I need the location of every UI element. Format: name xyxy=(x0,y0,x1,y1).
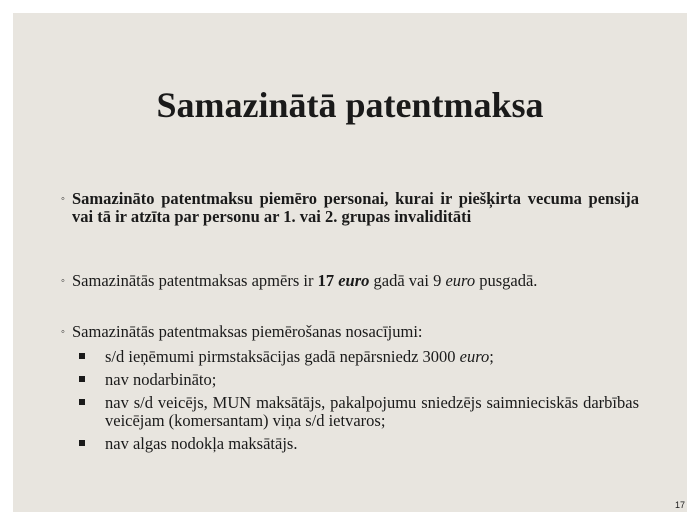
bullet-text xyxy=(61,272,639,290)
circle-bullet-icon: ◦ xyxy=(61,193,65,205)
amount-prefix: Samazinātās patentmaksas apmērs ir xyxy=(72,271,318,290)
amount-currency: euro xyxy=(338,271,370,290)
amount-suffix: pusgadā. xyxy=(475,271,538,290)
square-bullet-icon xyxy=(79,440,85,446)
condition-suffix: ; xyxy=(489,347,494,366)
circle-bullet-icon: ◦ xyxy=(61,275,65,287)
list-item xyxy=(79,348,639,366)
bullet-eligibility xyxy=(61,190,639,226)
circle-bullet-icon: ◦ xyxy=(61,326,65,338)
condition-text: nav algas nodokļa maksātājs. xyxy=(105,434,298,453)
bullet-text: Samazinātās patentmaksas piemērošanas nosacījumi: xyxy=(72,322,423,341)
slide xyxy=(13,13,687,512)
square-bullet-icon xyxy=(79,376,85,382)
bullet-text: Samazināto patentmaksu piemēro personai, kurai ir piešķirta vecuma pensija vai tā ir atzīta par personu ar 1. vai 2. grupas invaliditāti xyxy=(72,189,639,226)
square-bullet-icon xyxy=(79,399,85,405)
slide-title: Samazinātā patentmaksa xyxy=(156,85,544,125)
list-item xyxy=(79,394,639,430)
condition-currency: euro xyxy=(459,347,490,366)
square-bullet-icon xyxy=(79,353,85,359)
condition-text: nav nodarbināto; xyxy=(105,370,217,389)
amount-currency-half: euro xyxy=(445,271,476,290)
conditions-list xyxy=(79,348,639,458)
amount-middle: gadā vai 9 xyxy=(369,271,446,290)
list-item xyxy=(79,435,639,453)
page-number: 17 xyxy=(674,500,685,510)
amount-value: 17 xyxy=(317,271,335,290)
list-item xyxy=(79,371,639,389)
condition-prefix: s/d ieņēmumi pirmstaksācijas gadā nepārsniedz 3000 xyxy=(105,347,460,366)
bullet-amount xyxy=(61,272,639,290)
condition-text: nav s/d veicējs, MUN maksātājs, pakalpojumu sniedzējs saimnieciskās darbības veicējam (komersantam) viņa s/d ietvaros; xyxy=(105,393,639,430)
bullet-conditions xyxy=(61,323,639,341)
